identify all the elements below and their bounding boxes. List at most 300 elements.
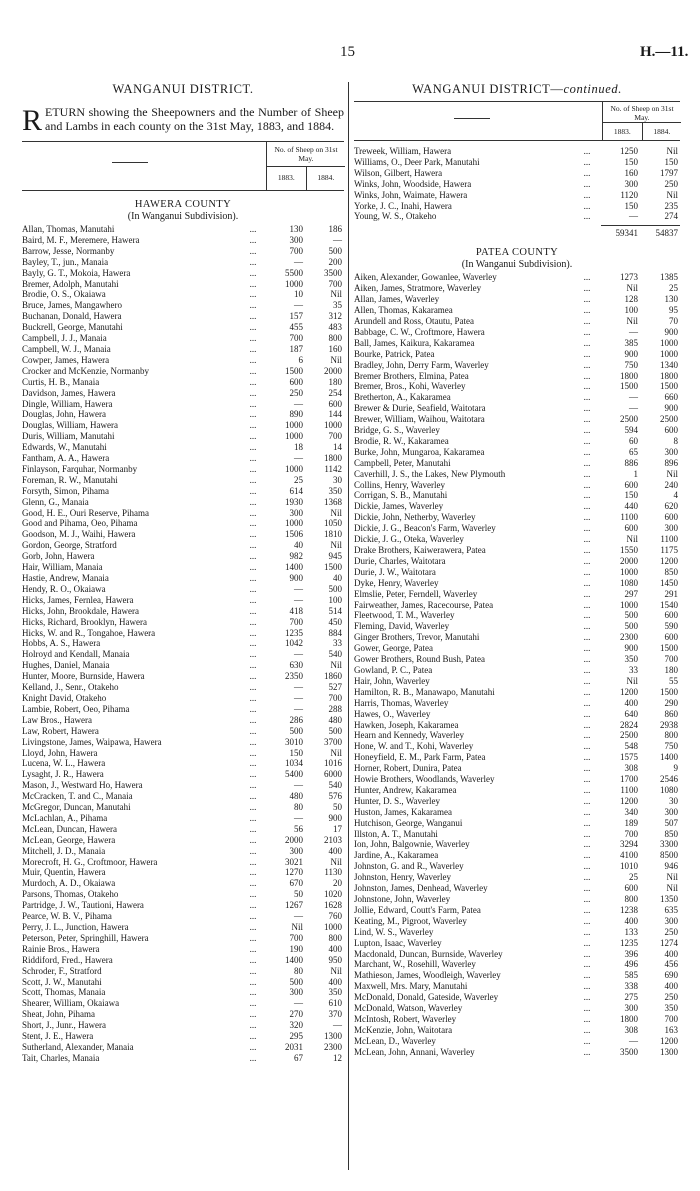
sheep-header-label: No. of Sheep on 31st May. [603,102,681,123]
sheep-1883: 297 [624,588,638,599]
leader-dots: ... [249,692,257,703]
owner-name: Hicks, James, Fernlea, Hawera [22,594,134,605]
left-column [22,78,344,1064]
sheep-1883: 900 [289,573,303,583]
table-row [22,715,344,726]
leader-dots: ... [249,224,257,234]
sheep-1884: Nil [330,354,342,365]
owner-name: Lucena, W. L., Hawera [22,758,106,769]
sheep-1884: 700 [328,278,342,289]
leader-dots: ... [249,922,257,932]
owner-name: Winks, John, Woodside, Hawera [354,178,472,189]
leader-dots: ... [583,468,591,479]
owner-name: Dickie, James, Waverley [354,501,444,512]
owner-name: Bretherton, A., Kakaramea [354,392,451,403]
sheep-1883: 80 [294,802,303,813]
owner-name: Durie, Charles, Waitotara [354,555,446,566]
leader-dots: ... [249,889,257,900]
sheep-1884: 312 [328,311,342,322]
leader-dots: ... [249,1020,257,1031]
sheep-1884: Nil [330,856,342,867]
sheep-1883: 2500 [620,414,638,425]
table-row [354,168,680,179]
table-row [354,567,680,578]
leader-dots: ... [249,605,257,616]
sheep-1884: 620 [664,501,678,512]
sheep-1883: 5400 [285,769,303,780]
leader-dots: ... [583,211,591,222]
sheep-1883: Nil [626,315,638,326]
sheep-1884: 235 [664,200,678,211]
leader-dots: ... [583,806,591,817]
table-row [354,883,680,894]
sheep-1884: 700 [664,654,678,665]
sheep-1883: 1550 [620,545,638,555]
owner-name: Barrow, Jesse, Normanby [22,245,115,256]
sheep-1884: 350 [664,1003,678,1014]
owner-name: Glenn, G., Manaia [22,496,89,507]
sheep-1883: 700 [289,333,303,344]
owner-name: Curtis, H. B., Manaia [22,376,100,387]
sheep-1883: 1930 [285,496,303,507]
leader-dots: ... [249,278,257,289]
sheep-1883: — [294,453,303,464]
owner-name: McGregor, Duncan, Manutahi [22,802,131,813]
table-row [22,409,344,420]
owner-name: Ball, James, Kaikura, Kakaramea [354,337,475,348]
owner-name: Dyke, Henry, Waverley [354,577,439,588]
table-row [22,333,344,344]
owner-name: Treweek, William, Hawera [354,146,452,156]
leader-dots: ... [583,577,591,588]
leader-dots: ... [249,649,257,660]
sheep-1883: 300 [289,234,303,245]
sheep-1884: 1080 [660,784,678,795]
sheep-1883: 300 [289,845,303,856]
owner-name: Morecroft, H. G., Croftmoor, Hawera [22,856,158,867]
sheep-1884: 700 [328,692,342,703]
owner-name: Macdonald, Duncan, Burnside, Waverley [354,948,503,959]
sheep-1883: 900 [624,348,638,359]
owner-name: Maxwell, Mrs. Mary, Manutahi [354,981,468,992]
sheep-1884: 600 [328,398,342,409]
leader-dots: ... [249,289,257,300]
sheep-1883: 67 [294,1052,303,1063]
table-row [354,436,680,447]
table-row [354,157,680,168]
sheep-1883: — [294,256,303,267]
sheep-1883: 133 [624,926,638,937]
sheep-1883: 1000 [285,431,303,442]
table-row [22,977,344,988]
leader-dots: ... [249,333,257,344]
sheep-1883: — [629,403,638,414]
table-row [22,791,344,802]
owner-name: Yorke, J. C., Inahi, Hawera [354,200,452,211]
leader-dots: ... [583,425,591,436]
owner-name: Short, J., Junr., Hawera [22,1020,106,1031]
sheep-1884: 350 [328,485,342,496]
owner-name: Keating, M., Pigroot, Waverley [354,915,467,926]
sheep-1883: 1270 [285,867,303,878]
table-row [22,780,344,791]
leader-dots: ... [583,294,591,305]
sheep-1883: 600 [624,479,638,490]
sheep-1884: 70 [669,315,678,326]
sheep-1884: 514 [328,605,342,616]
sheep-1884: 884 [328,627,342,638]
sheep-1883: 600 [289,376,303,387]
district-title-text: WANGANUI DISTRICT— [412,82,564,96]
sheep-1884: 600 [664,425,678,436]
sheep-1883: 350 [624,654,638,665]
owner-name: McDonald, Watson, Waverley [354,1003,463,1014]
leader-dots: ... [583,370,591,381]
leader-dots: ... [583,763,591,774]
owner-name: Livingstone, James, Waipawa, Hawera [22,736,162,747]
owner-name: Duris, William, Manutahi [22,431,115,442]
sheep-1884: 600 [664,610,678,621]
sheep-1884: 400 [328,845,342,856]
sheep-1884: 1142 [324,463,342,474]
owner-name: Gower Brothers, Round Bush, Patea [354,654,485,665]
owner-name: Mason, J., Westward Ho, Hawera [22,780,143,791]
sheep-1883: 600 [624,523,638,534]
table-row [22,388,344,399]
sheep-1883: — [629,326,638,337]
leader-dots: ... [249,845,257,856]
leader-dots: ... [583,167,591,178]
leader-dots: ... [249,1041,257,1052]
sheep-1883: 400 [624,915,638,926]
sheep-1884: Nil [666,189,678,200]
table-row [354,403,680,414]
leader-dots: ... [583,981,591,992]
leader-dots: ... [249,354,257,365]
table-row [22,453,344,464]
table-row [354,763,680,774]
leader-dots: ... [249,812,257,823]
owner-name: Hobbs, A. S., Hawera [22,638,101,649]
owner-name: Forsyth, Simon, Pihama [22,485,110,496]
table-row [22,322,344,333]
leader-dots: ... [249,943,257,954]
table-row [22,1042,344,1053]
sheep-1884: 1050 [324,518,342,529]
table-row [22,704,344,715]
sheep-1883: 890 [289,409,303,420]
owner-name: Bridge, G. S., Waverley [354,425,440,436]
sheep-1883: 1250 [620,146,638,156]
table-row [22,268,344,279]
table-row [354,283,680,294]
sheep-1884: 450 [328,616,342,627]
leader-dots: ... [583,599,591,610]
owner-name: Hawes, O., Waverley [354,708,431,719]
owner-name: McKenzie, John, Waitotara [354,1024,453,1035]
leader-dots: ... [583,588,591,599]
leader-dots: ... [583,839,591,850]
sheep-1884: 300 [664,523,678,534]
table-row [22,835,344,846]
sheep-1884: 14 [333,442,342,453]
sheep-1883: — [294,300,303,311]
sheep-1884: 3500 [324,267,342,278]
table-row [354,349,680,360]
sheep-1884: 160 [328,343,342,354]
sheep-1883: — [629,392,638,403]
sheep-1884: 500 [328,583,342,594]
sheep-1884: 600 [664,632,678,643]
table-row [354,316,680,327]
leader-dots: ... [583,883,591,894]
leader-dots: ... [583,381,591,392]
sheep-1883: 308 [624,1024,638,1035]
table-row [354,179,680,190]
leader-dots: ... [249,867,257,878]
sheep-1883: 670 [289,878,303,889]
leader-dots: ... [583,926,591,937]
table-row [22,944,344,955]
leader-dots: ... [583,283,591,294]
sheep-1883: 982 [289,551,303,562]
table-row [22,813,344,824]
leader-dots: ... [249,594,257,605]
leader-dots: ... [249,660,257,671]
leader-dots: ... [249,387,257,398]
sheep-1883: 500 [624,621,638,632]
leader-dots: ... [249,823,257,834]
leader-dots: ... [583,178,591,189]
leader-dots: ... [583,1035,591,1046]
sheep-1883: 25 [629,872,638,883]
leader-dots: ... [249,267,257,278]
sheep-1883: 187 [289,343,303,354]
owner-name: Drake Brothers, Kaiwerawera, Patea [354,545,486,555]
table-row [354,610,680,621]
owner-name: Illston, A. T., Manutahi [354,828,438,839]
leader-dots: ... [583,784,591,795]
leader-dots: ... [249,987,257,998]
sheep-1884: 900 [664,326,678,337]
owner-name: Winks, John, Waimate, Hawera [354,189,468,200]
leader-dots: ... [249,1031,257,1042]
table-row [354,872,680,883]
table-row [354,752,680,763]
owner-name: Bourke, Patrick, Patea [354,348,435,359]
sheep-1884: 2000 [324,365,342,376]
sheep-1884: 400 [664,981,678,992]
table-row [22,802,344,813]
owner-name: Hastie, Andrew, Manaia [22,573,109,583]
table-row [22,737,344,748]
table-row [354,774,680,785]
sheep-1883: 1238 [620,904,638,915]
sheep-1884: 700 [664,1013,678,1024]
owner-name: Bradley, John, Derry Farm, Waverley [354,359,489,370]
sheep-1884: 180 [664,664,678,675]
table-row [22,562,344,573]
sheep-1883: 4100 [620,850,638,861]
table-row [22,508,344,519]
table-row [354,698,680,709]
sheep-1884: 30 [669,795,678,806]
sheep-1883: 1000 [285,420,303,431]
sheep-1883: 640 [624,708,638,719]
sheep-1884: 1000 [660,348,678,359]
leader-dots: ... [583,189,591,200]
table-row [354,305,680,316]
owner-name: Bruce, James, Mangawhero [22,300,122,311]
sheep-1883: Nil [291,922,303,932]
sheep-1883: — [294,682,303,693]
table-row [354,992,680,1003]
table-row [354,839,680,850]
sheep-1883: 630 [289,660,303,671]
leader-dots: ... [583,610,591,621]
leader-dots: ... [583,348,591,359]
sheep-1883: 60 [629,435,638,446]
sheep-1884: Nil [330,660,342,671]
leader-dots: ... [583,435,591,446]
owner-name: Allan, Thomas, Manutahi [22,224,115,234]
leader-dots: ... [583,1013,591,1024]
table-header [354,101,680,141]
owner-name: Collins, Henry, Waverley [354,479,446,490]
owner-name: McLean, George, Hawera [22,834,116,845]
leader-dots: ... [583,326,591,337]
sheep-1884: 8500 [660,850,678,861]
table-row [22,573,344,584]
leader-dots: ... [583,828,591,839]
owner-name: Huston, James, Kakaramea [354,806,452,817]
leader-dots: ... [249,780,257,791]
sheep-1883: 750 [624,359,638,370]
leader-dots: ... [249,900,257,911]
owner-name: Law, Robert, Hawera [22,725,99,736]
owner-name: Brewer & Durie, Seafield, Waitotara [354,403,486,414]
leader-dots: ... [583,632,591,643]
sheep-1883: — [294,649,303,660]
owner-name: Mitchell, J. D., Manaia [22,845,106,856]
table-row [22,355,344,366]
leader-dots: ... [583,894,591,904]
owner-name: Mathieson, James, Woodleigh, Waverley [354,970,501,981]
sheep-1883: 548 [624,741,638,752]
owner-name: Dickie, J. G., Beacon's Farm, Waverley [354,523,496,534]
leader-dots: ... [249,551,257,562]
sheep-1883: 1500 [620,381,638,392]
sheep-1884: 1130 [324,867,342,878]
sheep-1883: 1200 [620,795,638,806]
sheep-1883: 418 [289,605,303,616]
sheep-1884: 150 [664,156,678,167]
table-row [22,551,344,562]
leader-dots: ... [583,697,591,708]
table-row [354,338,680,349]
sheep-1883: 300 [624,178,638,189]
sheep-1884: 1800 [660,370,678,381]
patea-rows [354,272,680,1057]
sheep-1884: 370 [328,1009,342,1020]
owner-name: Partridge, J. W., Tautioni, Hawera [22,900,144,911]
owner-name: Aiken, Alexander, Gowanlee, Waverley [354,272,497,283]
leader-dots: ... [583,534,591,545]
owner-name: Fairweather, James, Racecourse, Patea [354,599,494,610]
table-row [354,556,680,567]
sheep-1884: 600 [664,512,678,523]
header-dash [454,118,490,119]
sheep-1884: 2300 [324,1041,342,1052]
sheep-1883: 270 [289,1009,303,1020]
leader-dots: ... [249,234,257,245]
owner-name: Hone, W. and T., Kohi, Waverley [354,741,474,752]
sheep-1884: 500 [328,245,342,256]
sheep-1884: 200 [328,256,342,267]
return-dropcap: R [22,104,43,137]
sheep-1884: Nil [666,146,678,156]
owner-name: Lysaght, J. R., Hawera [22,769,104,780]
table-row [22,377,344,388]
owner-name: Gower, George, Patea [354,643,433,654]
owner-name: Campbell, Peter, Manutahi [354,457,451,468]
owner-name: Stent, J. E., Hawera [22,1031,94,1042]
table-row [22,758,344,769]
table-row [354,512,680,523]
sheep-1883: Nil [626,283,638,294]
owner-name: Bayley, T., jun., Manaia [22,256,109,267]
sheep-1883: 1800 [620,370,638,381]
sheep-1883: 1235 [620,937,638,948]
sheep-1883: 900 [624,643,638,654]
sheep-1884: 250 [664,992,678,1003]
owner-name: Burke, John, Mungaroa, Kakaramea [354,446,485,457]
sheep-1883: 340 [624,806,638,817]
sheep-1883: 1700 [620,774,638,785]
sheep-1884: 760 [328,911,342,922]
sheep-1883: 1100 [620,512,638,523]
table-row [22,399,344,410]
sheep-1884: 250 [664,926,678,937]
sheep-1883: 5500 [285,267,303,278]
table-row [354,981,680,992]
sheep-1884: 1016 [324,758,342,769]
owner-name: Riddiford, Fred., Hawera [22,954,113,965]
table-row [354,807,680,818]
sheep-1883: 600 [624,883,638,894]
sheep-1884: 1628 [324,900,342,911]
sheep-1884: 288 [328,703,342,714]
county-subdivision: (In Wanganui Subdivision). [127,211,239,222]
sheep-1883: 275 [624,992,638,1003]
table-row [22,911,344,922]
table-row [22,966,344,977]
leader-dots: ... [249,485,257,496]
sheep-1883: 160 [624,167,638,178]
sheep-1883: 40 [294,540,303,551]
sheep-1883: 286 [289,714,303,725]
sheep-1884: 20 [333,878,342,889]
leader-dots: ... [249,834,257,845]
sheep-1883: 1000 [285,463,303,474]
owner-name: Perry, J. L., Junction, Hawera [22,922,129,932]
owner-name: Ion, John, Balgownie, Waverley [354,839,470,850]
sheep-1883: 150 [624,156,638,167]
owner-name: McLean, John, Annani, Waverley [354,1046,475,1057]
owner-name: Brodie, O. S., Okaiawa [22,289,106,300]
sheep-1884: 900 [664,403,678,414]
leader-dots: ... [249,562,257,573]
